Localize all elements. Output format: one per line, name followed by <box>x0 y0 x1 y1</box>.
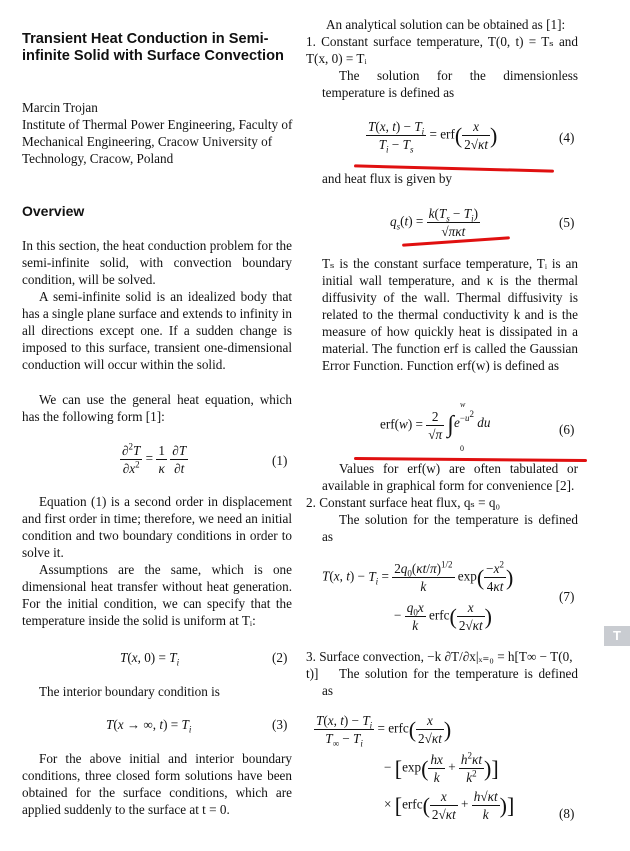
equation-number-6: (6) <box>559 422 575 437</box>
paragraph-heat-flux: and heat flux is given by <box>322 171 453 186</box>
author-block <box>22 99 297 167</box>
paragraph-heat-equation: We can use the general heat equation, which has the following form [1]: <box>22 392 292 424</box>
author-name: Marcin Trojan <box>22 100 98 115</box>
paragraph-definition: A semi-infinite solid is an idealized body that has a single plane surface and extends to infinity in all directions except one. If a sudden change is imposed to this surface, transient one-dimensional conduction will occur within the solid. <box>22 289 292 372</box>
paragraph-erf-values: Values for erf(w) are often tabulated or available in graphical form for convenience [2]. <box>322 461 578 493</box>
list-item-2-desc: The solution for the temperature is defined as <box>322 512 578 544</box>
equation-number-4: (4) <box>559 130 575 145</box>
author-affiliation: Institute of Thermal Power Engineering, Faculty of Mechanical Engineering, Cracow University of Technology, Cracow, Poland <box>22 117 293 166</box>
equation-number-7: (7) <box>559 589 575 604</box>
equation-3: T(x → ∞, $t) = T_i$ <box>106 717 192 735</box>
equation-number-2: (2) <box>272 650 288 665</box>
equation-6: erf(w) = $\frac{2}{√\pi}$ $\int e^{-u^2}$ du w 0 <box>380 400 491 453</box>
paragraph-definitions: Tₛ is the constant surface temperature, Tᵢ is an initial wall temperature, and κ is the thermal diffusivity of the wall. Thermal diffusivity is related to the thermal conductivity k and is the measure of how quickly heat is dissipated in a material. The function erf is called the Gaussian Error Function. Function erf(w) is defined as <box>322 256 578 373</box>
paragraph-interior-bc: The interior boundary condition is <box>39 684 220 699</box>
paragraph-assumptions: Assumptions are the same, which is one dimensional heat transfer without heat generation. For the initial condition, we can specify that the temperature inside the solid is uniform at Tᵢ: <box>22 562 292 628</box>
equation-number-5: (5) <box>559 215 575 230</box>
equation-2: T(x, $0) = T_i$ <box>120 650 180 668</box>
side-thumb-tab[interactable]: T <box>604 626 630 646</box>
equation-number-8: (8) <box>559 806 575 821</box>
section-heading: Overview <box>22 203 85 219</box>
list-item-1-desc: The solution for the dimensionless temperature is defined as <box>322 68 578 100</box>
paragraph-intro: In this section, the heat conduction problem for the semi-infinite solid, with convection boundary condition, will be solved. <box>22 238 292 287</box>
list-item-3: 3. Surface convection, −k ∂T/∂x|ₓ₌₀ = h[T∞ − T(0, t)] <box>306 649 573 681</box>
equation-8: $\frac{T(x, t) - T_i}{T_\infty - T_i}$ = erfc( $\frac{x}{2√\kappa t}$ ) − [exp( $\frac{hx}{k}$ + $\frac{h^2\kappa t}{k^2}$ )] × [erfc( $\frac{x}{2√\kappa t}$ + $\frac{h√\kappa t}{k}$ )] <box>316 713 515 822</box>
equation-1: $\frac{\partial^2T}{\partial x^2}$ = $\frac{1}{\kappa}$ $\frac{\partial T}{\partial t}$ <box>122 441 187 476</box>
list-item-3-desc: The solution for the temperature is defined as <box>322 666 578 698</box>
equation-number-1: (1) <box>272 453 288 468</box>
list-item-1: 1. Constant surface temperature, T(0, t) = Tₛ and T(x, 0) = Tᵢ <box>306 34 578 66</box>
paragraph-equation-order: Equation (1) is a second order in displacement and first order in time; therefore, we need an initial condition and two boundary conditions in order to solve it. <box>22 494 292 560</box>
list-item-2: 2. Constant surface heat flux, qₛ = q₀ <box>306 495 501 510</box>
equation-7: T(x, $t) - T_i$ = $\frac{2q_0(\kappa t/\pi)^{1/2}}{k}$ exp( $\frac{-x^2}{4\kappa t}$ ) − $\frac{q_0x}{k}$ erfc( $\frac{x}{2√\kappa t}$ ) <box>322 559 514 633</box>
paragraph-analytical: An analytical solution can be obtained as [1]: <box>326 17 566 32</box>
equation-4: $\frac{T(x, t) - T_i}{T_i - T_s}$ = erf( $\frac{x}{2√\kappa t}$ ) <box>368 119 498 155</box>
equation-number-3: (3) <box>272 717 288 732</box>
paper-title: Transient Heat Conduction in Semi-infinite Solid with Surface Convection <box>22 31 284 64</box>
equation-5: $q_s(t)$ = $\frac{k(T_s - T_i)}{\text{√πκt}}$ <box>390 206 479 239</box>
paragraph-closed-form: For the above initial and interior boundary conditions, three closed form solutions have been obtained for the surface conditions, which are applied suddenly to the surface at t = 0. <box>22 751 292 817</box>
